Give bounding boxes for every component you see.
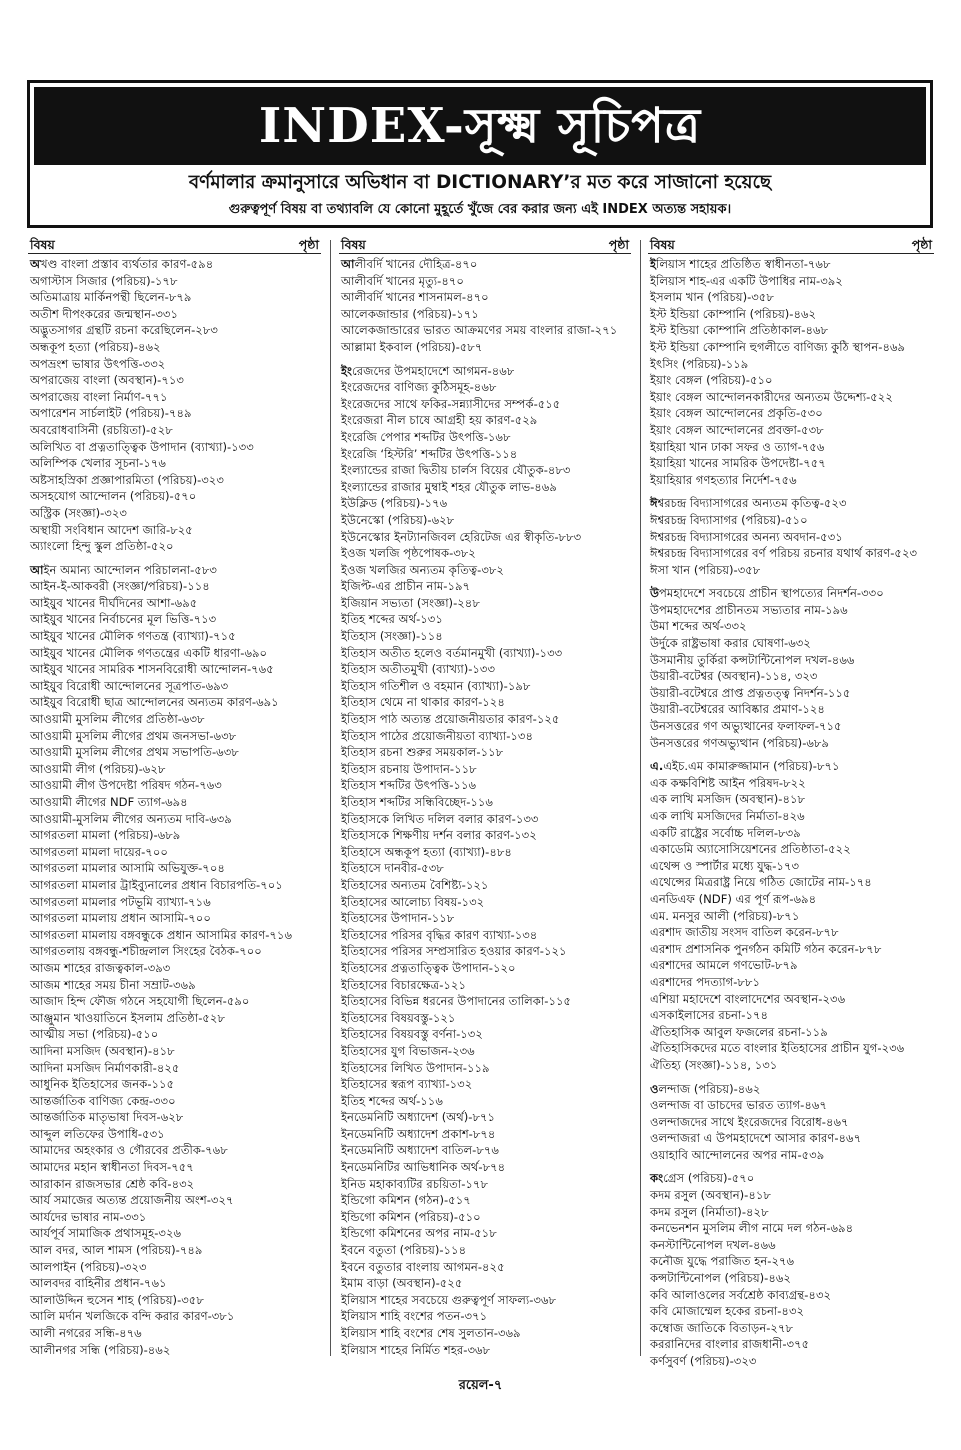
column-header-page: পৃষ্ঠা (911, 237, 932, 252)
index-entry: এক লাখি মসজিদ (অবস্থান)-৪১৮ (650, 792, 806, 807)
index-entry: ইউক্লিড (পরিচয়)-১৭৬ (341, 496, 448, 511)
index-entry: আজাদ হিন্দ ফৌজ গঠনে সহযোগী ছিলেন-৫৯০ (30, 994, 250, 1009)
index-entry: আগরতলা মামলা দায়ের-৭০০ (30, 844, 168, 859)
index-entry: অপারেশন সার্চলাইট (পরিচয়)-৭৪৯ (30, 406, 192, 421)
index-entry: ইতিহাসের প্রত্নতাত্ত্বিক উপাদান-১২০ (341, 960, 516, 975)
index-entry: আমাদের অহংকার ও গৌরবের প্রতীক-৭৬৮ (30, 1143, 228, 1158)
index-entry: অস্থায়ী সংবিধান আদেশ জারি-৮২৫ (30, 522, 193, 537)
index-entry: ওয়াহাবি আন্দোলনের অপর নাম-৫৩৯ (650, 1147, 825, 1162)
index-entry: ইতিহাস শব্দটির উৎপত্তি-১১৬ (341, 778, 477, 793)
page-footer: রয়েল-৭ (458, 1378, 503, 1393)
index-entry: এরশাদ প্রশাসনিক পুনর্গঠন কমিটি গঠন করেন-৮৭৮ (650, 941, 882, 956)
index-entry: ইতিহ শব্দের অর্থ-১১৬ (341, 1093, 443, 1108)
index-entry: আলেকজান্ডার (পরিচয়)-১৭১ (341, 306, 479, 321)
index-entry: ইয়াং বেঙ্গল আন্দোলনের প্রকৃতি-৫৩০ (650, 406, 823, 421)
index-entry: কদম রসুল (নির্মাতা)-৪২৮ (650, 1204, 769, 1219)
index-entry: ইংরেজি ‘হিস্টরি’ শব্দটির উৎপত্তি-১১৪ (341, 446, 518, 461)
index-entry: ইতিহাসের বিচারক্ষেত্র-১২১ (341, 977, 466, 992)
index-entry: আলীবর্দি খানের শাসনামল-৪৭০ (341, 290, 489, 305)
index-entry: ইতিহাস থেমে না থাকার কারণ-১২৪ (341, 695, 505, 710)
index-entry: ঈশ্বরচন্দ্র বিদ্যাসাগরের বর্ণ পরিচয় রচনার যথার্থ কারণ-৫২৩ (650, 546, 918, 561)
index-entry: আগরতলা মামলায় বঙ্গবন্ধুকে প্রধান আসামির কারণ-৭১৬ (30, 927, 292, 942)
index-entry: আইয়ুব খানের সামরিক শাসনবিরোধী আন্দোলন-৭৬৫ (30, 662, 274, 677)
index-entry: ইন্ডিগো কমিশন (পরিচয়)-৫১০ (341, 1209, 481, 1224)
index-entry: এশিয়া মহাদেশে বাংলাদেশের অবস্থান-২৩৬ (650, 991, 846, 1006)
index-entry: ঈশ্বরচন্দ্র বিদ্যাসাগরের অন্যতম কৃতিত্ব-৫২৩ (650, 496, 847, 511)
entry-group (648, 495, 934, 578)
index-entry: কন্সটান্টিনোপল (পরিচয়)-৪৬২ (650, 1271, 791, 1286)
index-entry: এথেন্সের মিত্ররাষ্ট্র নিয়ে গঠিত জোটের নাম-১৭৪ (650, 875, 872, 890)
index-entry: এম. মনসুর আলী (পরিচয়)-৮৭১ (650, 908, 800, 923)
index-entry: ইউনেস্কো (পরিচয়)-৬২৮ (341, 512, 455, 527)
index-entry: অগাস্টাস সিজার (পরিচয়)-১৭৮ (30, 273, 178, 288)
index-entry: ইয়াং বেঙ্গল (পরিচয়)-৫১০ (650, 373, 773, 388)
index-entry: আঞ্জুমান খাওয়াতিনে ইসলাম প্রতিষ্ঠা-৫২৮ (30, 1010, 225, 1025)
column-header (339, 236, 631, 254)
index-entry: আইয়ুব বিরোধী আন্দোলনের সূত্রপাত-৬৯৩ (30, 678, 229, 693)
entry-group (648, 256, 934, 488)
index-entry: উমা শব্দের অর্থ-৩৩২ (650, 619, 747, 634)
index-entry: ইনডেমনিটি অধ্যাদেশ বাতিল-৮৭৬ (341, 1143, 499, 1158)
index-entry: আইন-ই-আকবরী (সংজ্ঞা/পরিচয়)-১১৪ (30, 579, 210, 594)
column-header-subject: বিষয় (30, 237, 55, 252)
index-entry: ইওজ খলজির অন্যতম কৃতিত্ব-৩৮২ (341, 562, 504, 577)
index-entry: উসমানীয় তুর্কিরা কন্সটান্টিনোপল দখল-৪৬৬ (650, 652, 855, 667)
index-entry: ইস্ট ইন্ডিয়া কোম্পানি (পরিচয়)-৪৬২ (650, 306, 817, 321)
index-entry: ইতিহাসের বিষয়বস্তু-১২১ (341, 1010, 456, 1025)
index-entry: ঈসা খান (পরিচয়)-৩৫৮ (650, 562, 761, 577)
index-entry: অপরাজেয় বাংলা নির্মাণ-৭৭১ (30, 389, 168, 404)
index-entry: ইতিহাসের পরিসর বৃদ্ধির কারণ ব্যাখ্যা-১৩৪ (341, 927, 538, 942)
index-entry: আলীবর্দি খানের মৃত্যু-৪৭০ (341, 273, 464, 288)
index-entry: ইতিহাস অতীত হলেও বর্তমানমুখী (ব্যাখ্যা)-১৩৩ (341, 645, 563, 660)
index-entry: ইন্ডিগো কমিশনের অপর নাম-৫১৮ (341, 1226, 497, 1241)
index-entry: অপরাজেয় বাংলা (অবস্থান)-৭১৩ (30, 373, 184, 388)
index-entry: আব্দুল লতিফের উপাধি-৫৩১ (30, 1126, 165, 1141)
index-entry: অলিম্পিক খেলার সূচনা-১৭৬ (30, 456, 166, 471)
index-entry: ইতিহাস রচনা শুরুর সময়কাল-১১৮ (341, 745, 504, 760)
index-entry: ইতিহাসের যুগ বিভাজন-২৩৬ (341, 1043, 475, 1058)
index-entry: আগরতলা মামলার পটভূমি ব্যাখ্যা-৭১৬ (30, 894, 211, 909)
index-entry: ইলিয়াস শাহের প্রতিষ্ঠিত স্বাধীনতা-৭৬৮ (650, 257, 831, 271)
index-entry: ইওজ খলজি পৃষ্ঠপোষক-৩৮২ (341, 546, 476, 561)
index-entry: আন্তর্জাতিক মাতৃভাষা দিবস-৬২৮ (30, 1110, 184, 1125)
index-entry: ঐতিহ্য (সংজ্ঞা)-১১৪, ১৩১ (650, 1057, 778, 1072)
index-entry: ইতিহাসের বিভিন্ন ধরনের উপাদানের তালিকা-১১৫ (341, 994, 572, 1009)
column-divider (640, 240, 641, 1356)
index-entry: একটি রাষ্ট্রের সর্বোচ্চ দলিল-৮৩৯ (650, 825, 801, 840)
entry-group (648, 585, 934, 751)
index-entry: আল বদর, আল শামস (পরিচয়)-৭৪৯ (30, 1243, 203, 1258)
index-entry: ইতিহাস গতিশীল ও বহমান (ব্যাখ্যা)-১৯৮ (341, 678, 531, 693)
index-entry: ইবনে বতুতার বাংলায় আগমন-৪২৫ (341, 1259, 505, 1274)
index-entry: ইবনে বতুতা (পরিচয়)-১১৪ (341, 1243, 467, 1258)
index-entry: ঐতিহাসিকদের মতে বাংলার ইতিহাসের প্রাচীন যুগ-২৩৬ (650, 1041, 905, 1056)
index-entry: ওলন্দাজ (পরিচয়)-৪৬২ (650, 1081, 761, 1096)
index-entry: এরশাদের আমলে গণভোট-৮৭৯ (650, 958, 798, 973)
index-entry: উর্দুকে রাষ্ট্রভাষা করার ঘোষণা-৬৩২ (650, 636, 811, 651)
index-entry: ইলিয়াস শাহের নির্মিত শহর-৩৬৮ (341, 1342, 491, 1357)
index-title: INDEX-সূক্ষ্ম সূচিপত্র (34, 87, 926, 165)
index-entry: অ্যাংলো হিন্দু স্কুল প্রতিষ্ঠা-৫২০ (30, 539, 174, 554)
index-entry: আওয়ামী মুসলিম লীগের প্রতিষ্ঠা-৬৩৮ (30, 712, 205, 727)
index-entry: কবি মোজাম্মেল হকের রচনা-৪৩২ (650, 1304, 805, 1319)
index-entry: ইতিহাস শব্দটির সন্ধিবিচ্ছেদ-১১৬ (341, 795, 493, 809)
index-entry: ইতিহাসকে লিখিত দলিল বলার কারণ-১৩৩ (341, 811, 539, 826)
index-entry: ইসলাম খান (পরিচয়)-৩৫৮ (650, 290, 774, 305)
index-column-1 (28, 236, 321, 1360)
index-entry: এরশাদ জাতীয় সংসদ বাতিল করেন-৮৭৮ (650, 925, 839, 940)
index-entry: আওয়ামী মুসলিম লীগের প্রথম সভাপতি-৬৩৮ (30, 745, 239, 760)
index-entry: আগরতলা মামলার ট্রাইব্যুনালের প্রধান বিচারপতি-৭০১ (30, 877, 283, 892)
index-entry: কম্বোজ জাতিকে বিতাড়ন-২৭৮ (650, 1320, 794, 1335)
index-entry: ইজিয়ান সভ্যতা (সংজ্ঞা)-২৪৮ (341, 595, 480, 610)
column-divider (330, 240, 331, 1356)
index-entry: ইনডেমনিটি অধ্যাদেশ প্রকাশ-৮৭৪ (341, 1126, 496, 1141)
index-entry: অতিমাত্রায় মার্কিনপন্থী ছিলেন-৮৭৯ (30, 290, 192, 305)
index-entry: ইতিহাস পাঠ অত্যন্ত প্রয়োজনীয়তার কারণ-১২৫ (341, 712, 560, 727)
index-entry: ইনডেমনিটি অধ্যাদেশ (অর্থ)-৮৭১ (341, 1110, 496, 1125)
index-entry: ইতিহাস অতীতমুখী (ব্যাখ্যা)-১৩৩ (341, 662, 495, 677)
index-entry: কর্ণসুবর্ণ (পরিচয়)-৩২৩ (650, 1354, 757, 1368)
index-entry: আলপাইন (পরিচয়)-৩২৩ (30, 1259, 147, 1274)
index-entry: ইংরেজদের উপমহাদেশে আগমন-৪৬৮ (341, 363, 515, 378)
index-subtitle: বর্ণমালার ক্রমানুসারে অভিধান বা DICTIONARY’র মত করে সাজানো হয়েছে (188, 172, 772, 193)
index-entry: ইতিহাসের আলোচ্য বিষয়-১৩২ (341, 894, 485, 909)
index-entry: ইতিহাস (সংজ্ঞা)-১১৪ (341, 629, 443, 644)
index-entry: আল্লামা ইকবাল (পরিচয়)-৫৮৭ (341, 339, 483, 354)
index-entry: আলবদর বাহিনীর প্রধান-৭৬১ (30, 1276, 167, 1291)
index-entry: ইংরেজি পেপার শব্দটির উৎপত্তি-১৬৮ (341, 429, 511, 444)
index-entry: আওয়ামী লীগ উপদেষ্টা পরিষদ গঠন-৭৬৩ (30, 778, 222, 793)
index-entry: আলি মর্দান খলজিকে বন্দি করার কারণ-৩৮১ (30, 1309, 235, 1324)
index-entry: উপমহাদেশে সবচেয়ে প্রাচীন স্থাপত্যের নিদর্শন-৩৩০ (650, 586, 884, 601)
index-entry: ওলন্দাজ বা ডাচদের ভারত ত্যাগ-৪৬৭ (650, 1098, 827, 1113)
index-entry: ইতিহাসের বিষয়বস্তু বর্ণনা-১৩২ (341, 1027, 483, 1042)
index-entry: ইলিয়াস শাহ-এর একটি উপাধির নাম-৩৯২ (650, 273, 843, 288)
index-entry: একাডেমি অ্যাসোসিয়েশনের প্রতিষ্ঠাতা-৫২২ (650, 842, 851, 857)
index-entry: ইয়াহিয়া খানের সামরিক উপদেষ্টা-৭৫৭ (650, 456, 826, 471)
index-entry: আলীবর্দি খানের দৌহিত্র-৪৭০ (341, 257, 478, 271)
entry-group (339, 256, 631, 356)
index-entry: ইংল্যান্ডের রাজার মুম্বাই শহর যৌতুক লাভ-৪৬৯ (341, 479, 557, 494)
index-entry: আগরতলা মামলা (পরিচয়)-৬৮৯ (30, 828, 181, 843)
index-entry: ইতিহাসের লিখিত উপাদান-১১৯ (341, 1060, 490, 1075)
index-entry: অসহযোগ আন্দোলন (পরিচয়)-৫৭০ (30, 489, 197, 504)
index-entry: অখণ্ড বাংলা প্রস্তাব ব্যর্থতার কারণ-৫৯৪ (30, 257, 214, 271)
index-entry: ইতিহ শব্দের অর্থ-১৩১ (341, 612, 443, 627)
index-entry: অন্ধকূপ হত্যা (পরিচয়)-৪৬২ (30, 339, 161, 354)
index-note: গুরুত্বপূর্ণ বিষয় বা তথ্যাবলি যে কোনো মুহূর্তে খুঁজে বের করার জন্য এই INDEX অত্যন্ত সহায়ক। (228, 202, 732, 217)
index-entry: এথেন্স ও স্পার্টার মধ্যে যুদ্ধ-১৭৩ (650, 858, 800, 873)
index-entry: আগরতলা মামলার আসামি অভিযুক্ত-৭০৪ (30, 861, 225, 876)
index-entry: ইংল্যান্ডের রাজা দ্বিতীয় চার্লস বিয়ের যৌতুক-৪৮৩ (341, 463, 571, 478)
index-entry: ইয়াং বেঙ্গল আন্দোলনকারীদের অন্যতম উদ্দেশ্য-৫২২ (650, 389, 893, 404)
index-entry: ইতিহাস রচনায় উপাদান-১১৮ (341, 761, 477, 776)
entry-group (28, 256, 321, 555)
index-entry: আলাউদ্দিন হুসেন শাহ (পরিচয়)-৩৫৮ (30, 1292, 204, 1307)
index-entry: আর্যপূর্ব সামাজিক প্রথাসমূহ-৩২৬ (30, 1226, 182, 1241)
index-entry: ইংরেজদের সাথে ফকির-সন্ন্যাসীদের সম্পর্ক-৫১৫ (341, 396, 561, 411)
entry-group (339, 363, 631, 1359)
index-entry: আদিনা মসজিদ নির্মাণকারী-৪২৫ (30, 1060, 180, 1075)
index-entry: ইলিয়াস শাহি বংশের শেষ সুলতান-৩৬৯ (341, 1326, 521, 1340)
column-header (28, 236, 321, 254)
index-entry: কনস্টান্টিনোপল দখল-৪৬৬ (650, 1237, 776, 1252)
index-entry: ইলিয়াস শাহি বংশের পতন-৩৭১ (341, 1309, 488, 1324)
index-entry: আলীনগর সন্ধি (পরিচয়)-৪৬২ (30, 1342, 171, 1357)
index-entry: আধুনিক ইতিহাসের জনক-১১৫ (30, 1077, 175, 1092)
index-entry: এক লাখি মসজিদের নির্মাতা-৪২৬ (650, 809, 805, 823)
index-entry: ইতিহাসের অন্যতম বৈশিষ্ট্য-১২১ (341, 877, 489, 892)
index-entry: আগরতলা মামলায় প্রধান আসামি-৭০০ (30, 911, 211, 926)
index-entry: ইংরেজদের বাণিজ্য কুঠিসমূহ-৪৬৮ (341, 380, 497, 395)
column-header-subject: বিষয় (341, 237, 366, 252)
index-entry: ইলিয়াস শাহের সবচেয়ে গুরুত্বপূর্ণ সাফল্য-৩৬৮ (341, 1292, 557, 1307)
index-entry: ইতিহাসকে শিক্ষণীয় দর্শন বলার কারণ-১৩২ (341, 828, 537, 843)
index-entry: অষ্টসাহস্রিকা প্রজ্ঞাপারমিতা (পরিচয়)-৩২৩ (30, 472, 224, 487)
index-entry: উনসত্তরের গণঅভ্যুত্থান (পরিচয়)-৬৮৯ (650, 735, 829, 750)
index-entry: আন্তর্জাতিক বাণিজ্য কেন্দ্র-৩৩০ (30, 1093, 176, 1108)
index-entry: আজম শাহের রাজত্বকাল-৩৯৩ (30, 960, 171, 975)
index-entry: ইতিহাসের পরিসর সম্প্রসারিত হওয়ার কারণ-১২১ (341, 944, 567, 959)
index-entry: অতীশ দীপংকরের জন্মস্থান-৩৩১ (30, 306, 178, 321)
index-entry: আলেকজান্ডারের ভারত আক্রমণের সময় বাংলার রাজা-২৭১ (341, 323, 618, 338)
index-entry: ইতিহাসের উপাদান-১১৮ (341, 911, 455, 926)
entry-group (648, 1081, 934, 1164)
index-entry: ইয়াং বেঙ্গল আন্দোলনের প্রবক্তা-৫৩৮ (650, 422, 824, 437)
index-entry: আইন অমান্য আন্দোলন পরিচালনা-৫৮৩ (30, 562, 217, 577)
index-entry: ইতিহাস পাঠের প্রয়োজনীয়তা ব্যাখ্যা-১৩৪ (341, 728, 533, 743)
column-header-page: পৃষ্ঠা (608, 237, 629, 252)
index-entry: কদম রসুল (অবস্থান)-৪১৮ (650, 1188, 771, 1203)
index-entry: অবরোধবাসিনী (রচয়িতা)-৫২৮ (30, 422, 173, 437)
index-entry: এ.এইচ.এম কামারুজ্জামান (পরিচয়)-৮৭১ (650, 759, 840, 774)
index-entry: ইস্ট ইন্ডিয়া কোম্পানি প্রতিষ্ঠাকাল-৪৬৮ (650, 323, 829, 338)
index-entry: অস্ট্রিক (সংজ্ঞা)-৩২৩ (30, 505, 127, 520)
index-entry: আইয়ুব খানের মৌলিক গণতন্ত্র (ব্যাখ্যা)-৭১৫ (30, 629, 236, 644)
entry-group (648, 1170, 934, 1369)
index-entry: উনসত্তরের গণ অভ্যুত্থানের ফলাফল-৭১৫ (650, 719, 842, 734)
index-entry: আলী নগরের সন্ধি-৪৭৬ (30, 1326, 142, 1340)
index-entry: ওলন্দাজদের সাথে ইংরেজদের বিরোধ-৪৬৭ (650, 1114, 849, 1129)
index-entry: ঐতিহাসিক আবুল ফজলের রচনা-১১৯ (650, 1024, 828, 1039)
index-entry: অদ্ভুতসাগর গ্রন্থটি রচনা করেছিলেন-২৮৩ (30, 323, 218, 338)
index-entry: ঈশ্বরচন্দ্র বিদ্যাসাগর (পরিচয়)-৫১০ (650, 512, 808, 527)
index-entry: উয়ারী-বটেশ্বরের আবিষ্কার প্রমাণ-১২৪ (650, 702, 825, 717)
index-entry: কনভেনশন মুসলিম লীগ নামে দল গঠন-৬৯৪ (650, 1221, 854, 1236)
column-header (648, 236, 934, 254)
index-entry: ইতিহাসে অন্ধকূপ হত্যা (ব্যাখ্যা)-৪৮৪ (341, 844, 512, 859)
index-entry: এরশাদের পদত্যাগ-৮৮১ (650, 974, 760, 989)
entry-group (648, 758, 934, 1073)
index-entry: উয়ারী-বটেশ্বরে প্রাপ্ত প্রত্নতত্ত্ব নিদর্শন-১১৫ (650, 685, 851, 700)
index-entry: আইয়ুব খানের দীর্ঘদিনের আশা-৬৯৫ (30, 595, 198, 610)
index-entry: কনৌজ যুদ্ধে পরাজিত হন-২৭৬ (650, 1254, 795, 1269)
index-entry: ওলন্দাজরা এ উপমহাদেশে আসার কারণ-৪৬৭ (650, 1131, 862, 1146)
index-entry: অলিখিত বা প্রত্নতাত্ত্বিক উপাদান (ব্যাখ্যা)-১৩৩ (30, 439, 254, 454)
column-header-page: পৃষ্ঠা (298, 237, 319, 252)
index-entry: ইমাম বাড়া (অবস্থান)-৫২৫ (341, 1276, 463, 1291)
index-entry: অপভ্রংশ ভাষার উৎপত্তি-৩৩২ (30, 356, 166, 371)
index-entry: ইয়াহিয়া খান ঢাকা সফর ও ত্যাগ-৭৫৬ (650, 439, 825, 454)
index-entry: ইৎসিং (পরিচয়)-১১৯ (650, 356, 749, 371)
index-entry: ইজিপ্ট-এর প্রাচীন নাম-১৯৭ (341, 579, 471, 594)
index-entry: ঈশ্বরচন্দ্র বিদ্যাসাগরের অনন্য অবদান-৫৩১ (650, 529, 843, 544)
index-header (27, 80, 933, 228)
index-entry: আদিনা মসজিদ (অবস্থান)-৪১৮ (30, 1043, 175, 1058)
index-entry: আরাকান রাজসভার শ্রেষ্ঠ কবি-৪৩২ (30, 1176, 195, 1191)
index-entry: আমাদের মহান স্বাধীনতা দিবস-৭৫৭ (30, 1160, 194, 1175)
index-entry: আর্যদের ভাষার নাম-৩৩১ (30, 1209, 147, 1224)
index-entry: এসকাইলাসের রচনা-১৭৪ (650, 1008, 769, 1023)
index-entry: ইউনেস্কোর ইনট্যানজিবল হেরিটেজ এর স্বীকৃতি-৮৮৩ (341, 529, 582, 544)
index-entry: আওয়ামী লীগ (পরিচয়)-৬২৮ (30, 761, 166, 776)
index-entry: এনডিএফ (NDF) এর পূর্ণ রূপ-৬৯৪ (650, 891, 817, 906)
index-entry: ইস্ট ইন্ডিয়া কোম্পানি হুগলীতে বাণিজ্য কুঠি স্থাপন-৪৬৯ (650, 339, 906, 354)
index-entry: আওয়ামী লীগের NDF ত্যাগ-৬৯৪ (30, 795, 188, 809)
index-entry: কংগ্রেস (পরিচয়)-৫৭০ (650, 1171, 755, 1186)
index-entry: ইংরেজরা নীল চাষে আগ্রহী হয় কারণ-৫২৯ (341, 413, 538, 428)
index-entry: কবি আলাওলের সর্বশ্রেষ্ঠ কাব্যগ্রন্থ-৪৩২ (650, 1287, 832, 1302)
entry-group (28, 562, 321, 1359)
index-entry: আইয়ুব খানের মৌলিক গণতন্ত্রের একটি ধারণা-৬৯০ (30, 645, 268, 660)
column-header-subject: বিষয় (650, 237, 675, 252)
index-entry: ইয়াহিয়ার গণহত্যার নির্দেশ-৭৫৬ (650, 472, 797, 487)
index-entry: এক কক্ষবিশিষ্ট আইন পরিষদ-৮২২ (650, 775, 806, 790)
index-entry: আত্মীয় সভা (পরিচয়)-৫১০ (30, 1027, 159, 1042)
index-entry: ইনিড মহাকাব্যটির রচয়িতা-১৭৮ (341, 1176, 488, 1191)
index-entry: ইন্ডিগো কমিশন (গঠন)-৫১৭ (341, 1193, 471, 1208)
index-entry: উয়ারী-বটেশ্বর (অবস্থান)-১১৪, ৩২৩ (650, 669, 818, 684)
index-entry: আগরতলায় বঙ্গবন্ধু-শচীন্দ্রলাল সিংহের বৈঠক-৭০০ (30, 944, 262, 959)
index-entry: আজম শাহের সময় চীনা সম্রাট-৩৬৯ (30, 977, 196, 992)
index-entry: ইতিহাসে দানবীর-৫৩৮ (341, 861, 444, 876)
index-entry: আইয়ুব খানের নির্বাচনের মূল ভিত্তি-৭১৩ (30, 612, 217, 627)
index-entry: ইতিহাসের স্বরূপ ব্যাখ্যা-১৩২ (341, 1077, 473, 1092)
index-entry: কররানিদের বাংলার রাজধানী-৩৭৫ (650, 1337, 810, 1352)
index-column-2 (339, 236, 631, 1360)
index-column-3 (648, 236, 934, 1368)
index-entry: আওয়ামী মুসলিম লীগের প্রথম জনসভা-৬৩৮ (30, 728, 237, 743)
entry-groups (339, 256, 631, 1358)
index-entry: আওয়ামী-মুসলিম লীগের অন্যতম দাবি-৬৩৯ (30, 811, 232, 826)
index-entry: উপমহাদেশের প্রাচীনতম সভ্যতার নাম-১৯৬ (650, 602, 848, 617)
index-entry: আইয়ুব বিরোধী ছাত্র আন্দোলনের অন্যতম কারণ-৬৯১ (30, 695, 279, 710)
entry-groups (648, 256, 934, 1370)
index-entry: ইনডেমনিটির আভিধানিক অর্থ-৮৭৪ (341, 1160, 506, 1175)
index-entry: আর্য সমাজের অত্যন্ত প্রয়োজনীয় অংশ-৩২৭ (30, 1193, 234, 1208)
entry-groups (28, 256, 321, 1358)
